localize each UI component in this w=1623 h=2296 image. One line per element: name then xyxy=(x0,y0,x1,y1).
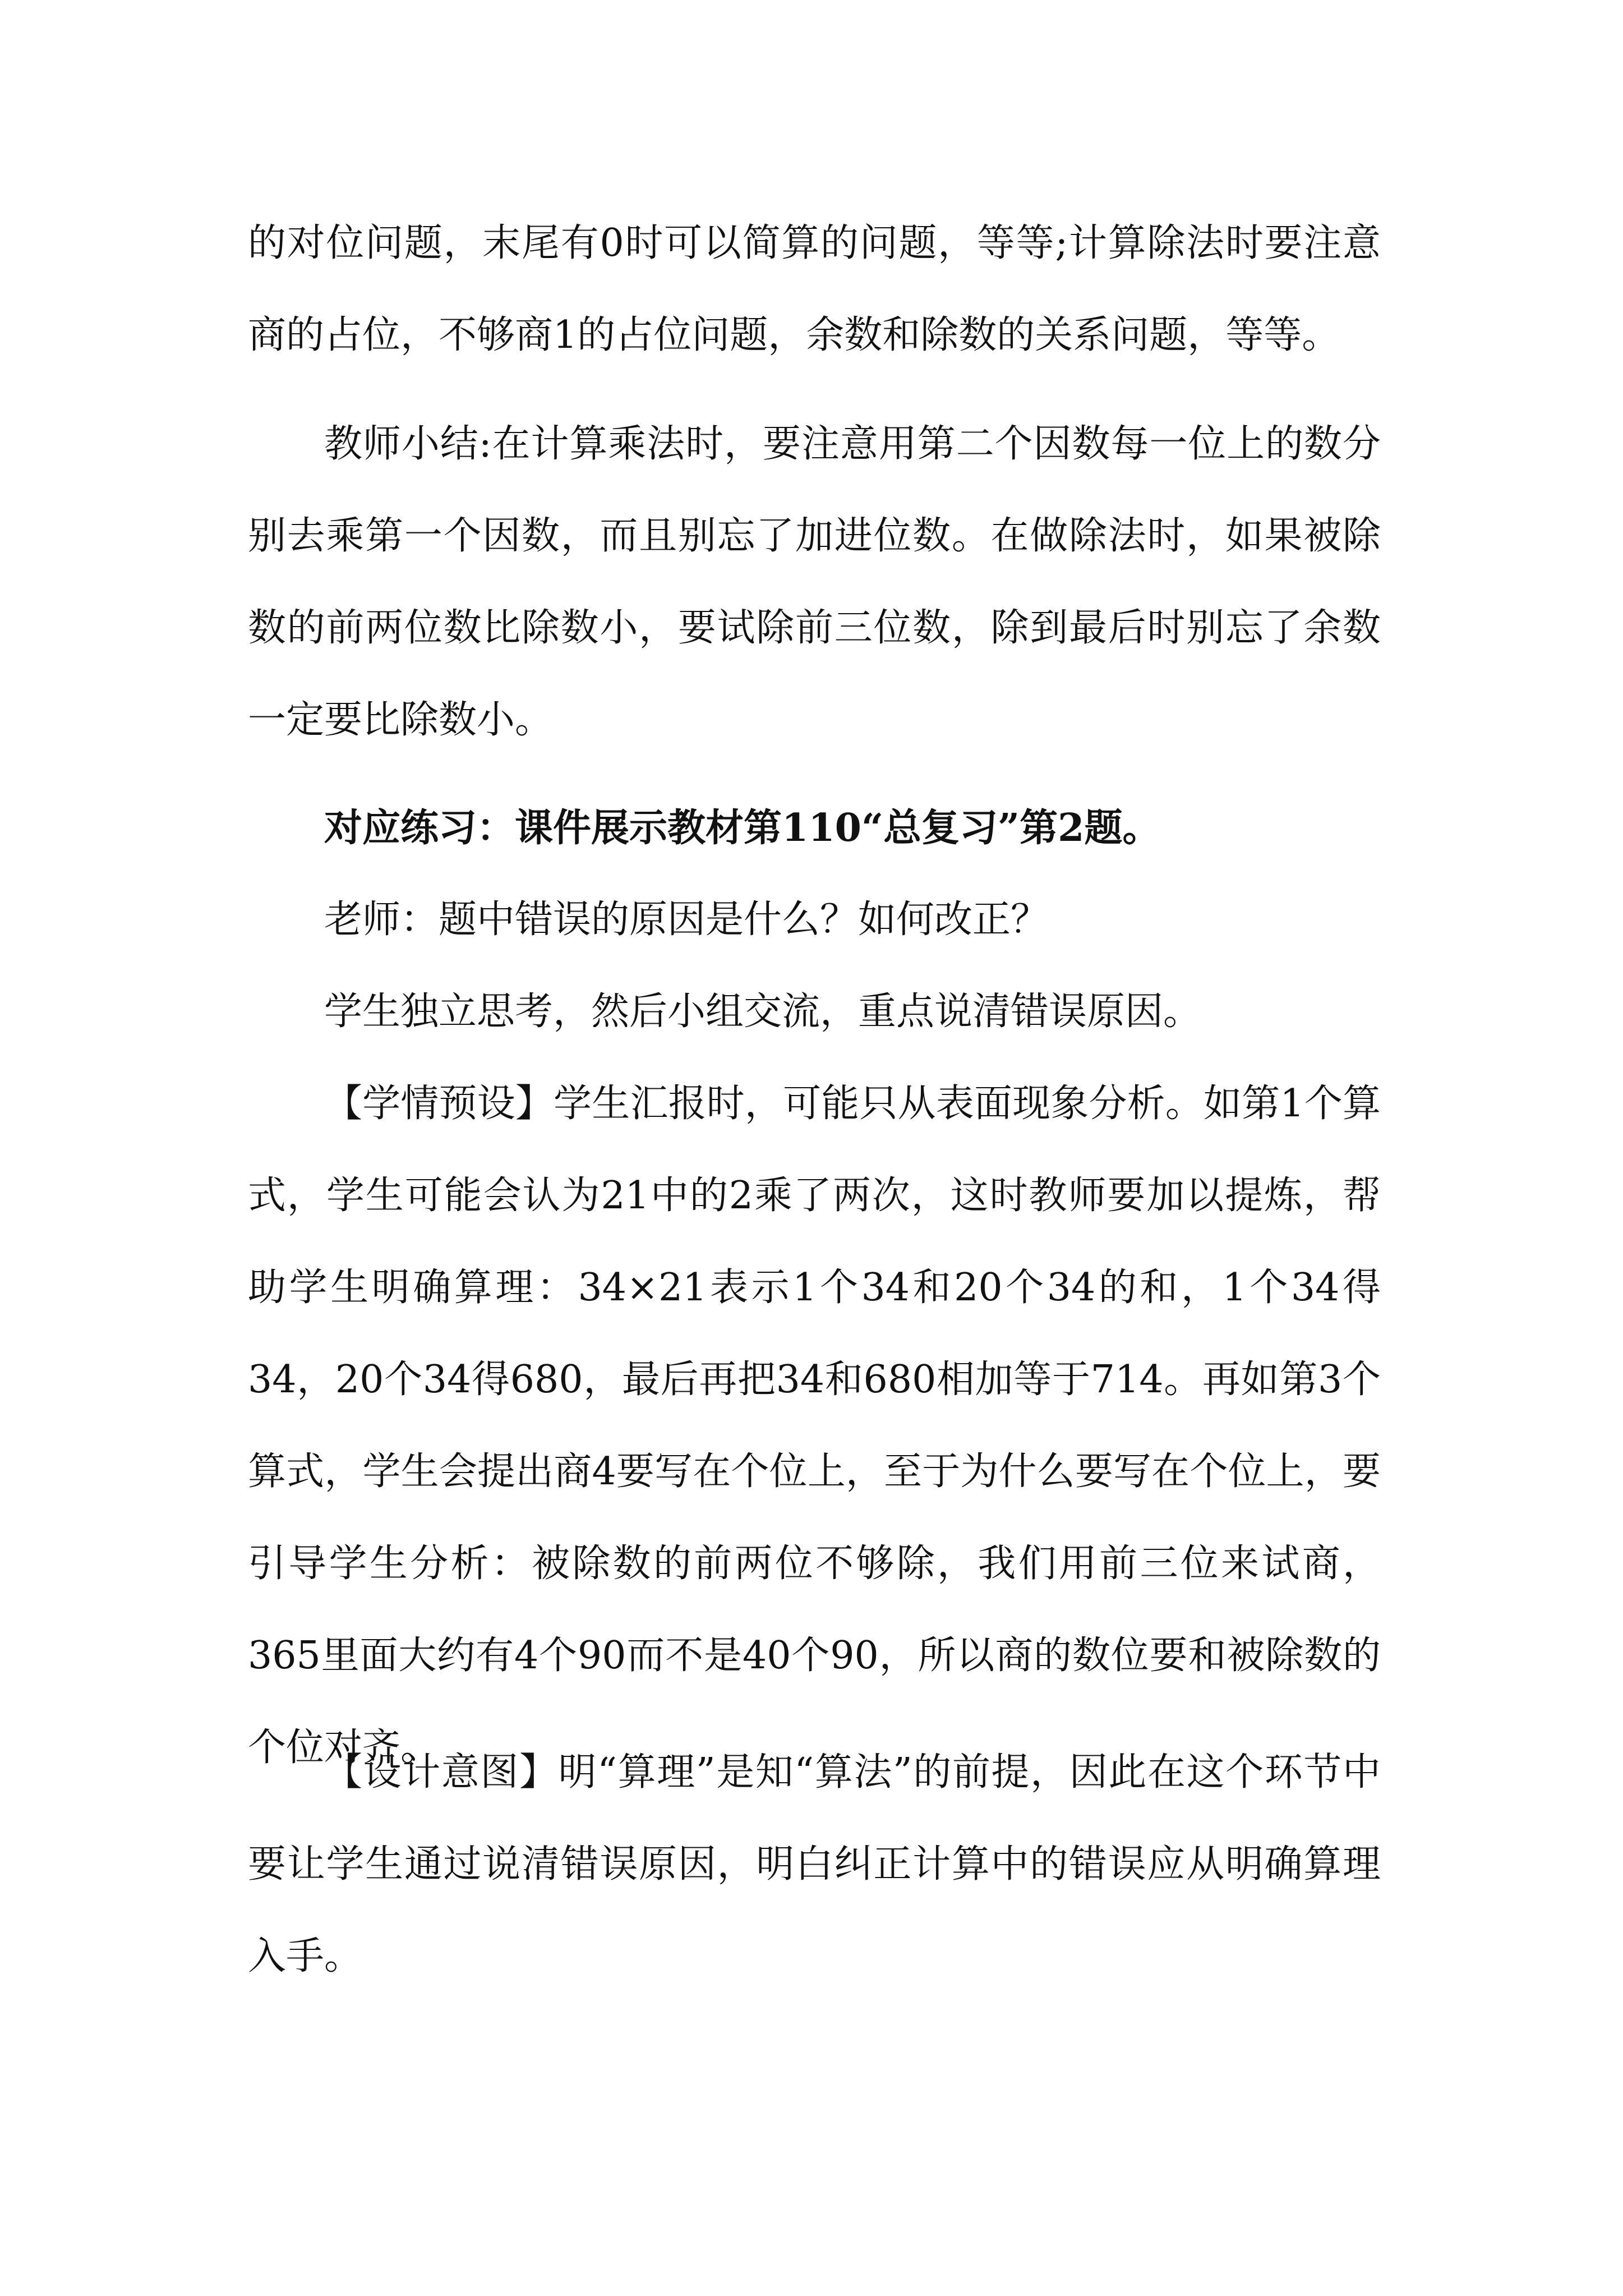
paragraph-student-activity: 学生独立思考，然后小组交流，重点说清错误原因。 xyxy=(324,990,1202,1034)
paragraph-continuation: 的对位问题，末尾有0时可以简算的问题，等等;计算除法时要注意商的占位，不够商1的占位问题，余数和除数的关系问题，等等。 xyxy=(248,221,1381,357)
paragraph-teacher-question: 老师：题中错误的原因是什么？如何改正？ xyxy=(324,898,1049,942)
paragraph-design-intent: 【设计意图】明“算理”是知“算法”的前提，因此在这个环节中要让学生通过说清错误原因，明白纠正计算中的错误应从明确算理入手。 xyxy=(248,1750,1381,1978)
paragraph-teacher-summary: 教师小结:在计算乘法时，要注意用第二个因数每一位上的数分别去乘第一个因数，而且别忘了加进位数。在做除法时，如果被除数的前两位数比除数小，要试除前三位数，除到最后时别忘了余数一定要比除数小。 xyxy=(248,422,1381,742)
paragraph-practice-heading: 对应练习：课件展示教材第110“总复习”第2题。 xyxy=(324,806,1161,850)
paragraph-learning-preset: 【学情预设】学生汇报时，可能只从表面现象分析。如第1个算式，学生可能会认为21中的2乘了两次，这时教师要加以提炼，帮助学生明确算理：34×21表示1个34和20个34的和，1个34得34，20个34得680，最后再把34和680相加等于714。再如第3个算式，学生会提出商4要写在个位上，至于为什么要写在个位上，要引导学生分析：被除数的前两位不够除，我们用前三位来试商，365里面大约有4个90而不是40个90，所以商的数位要和被除数的个位对齐。 xyxy=(248,1082,1381,1770)
